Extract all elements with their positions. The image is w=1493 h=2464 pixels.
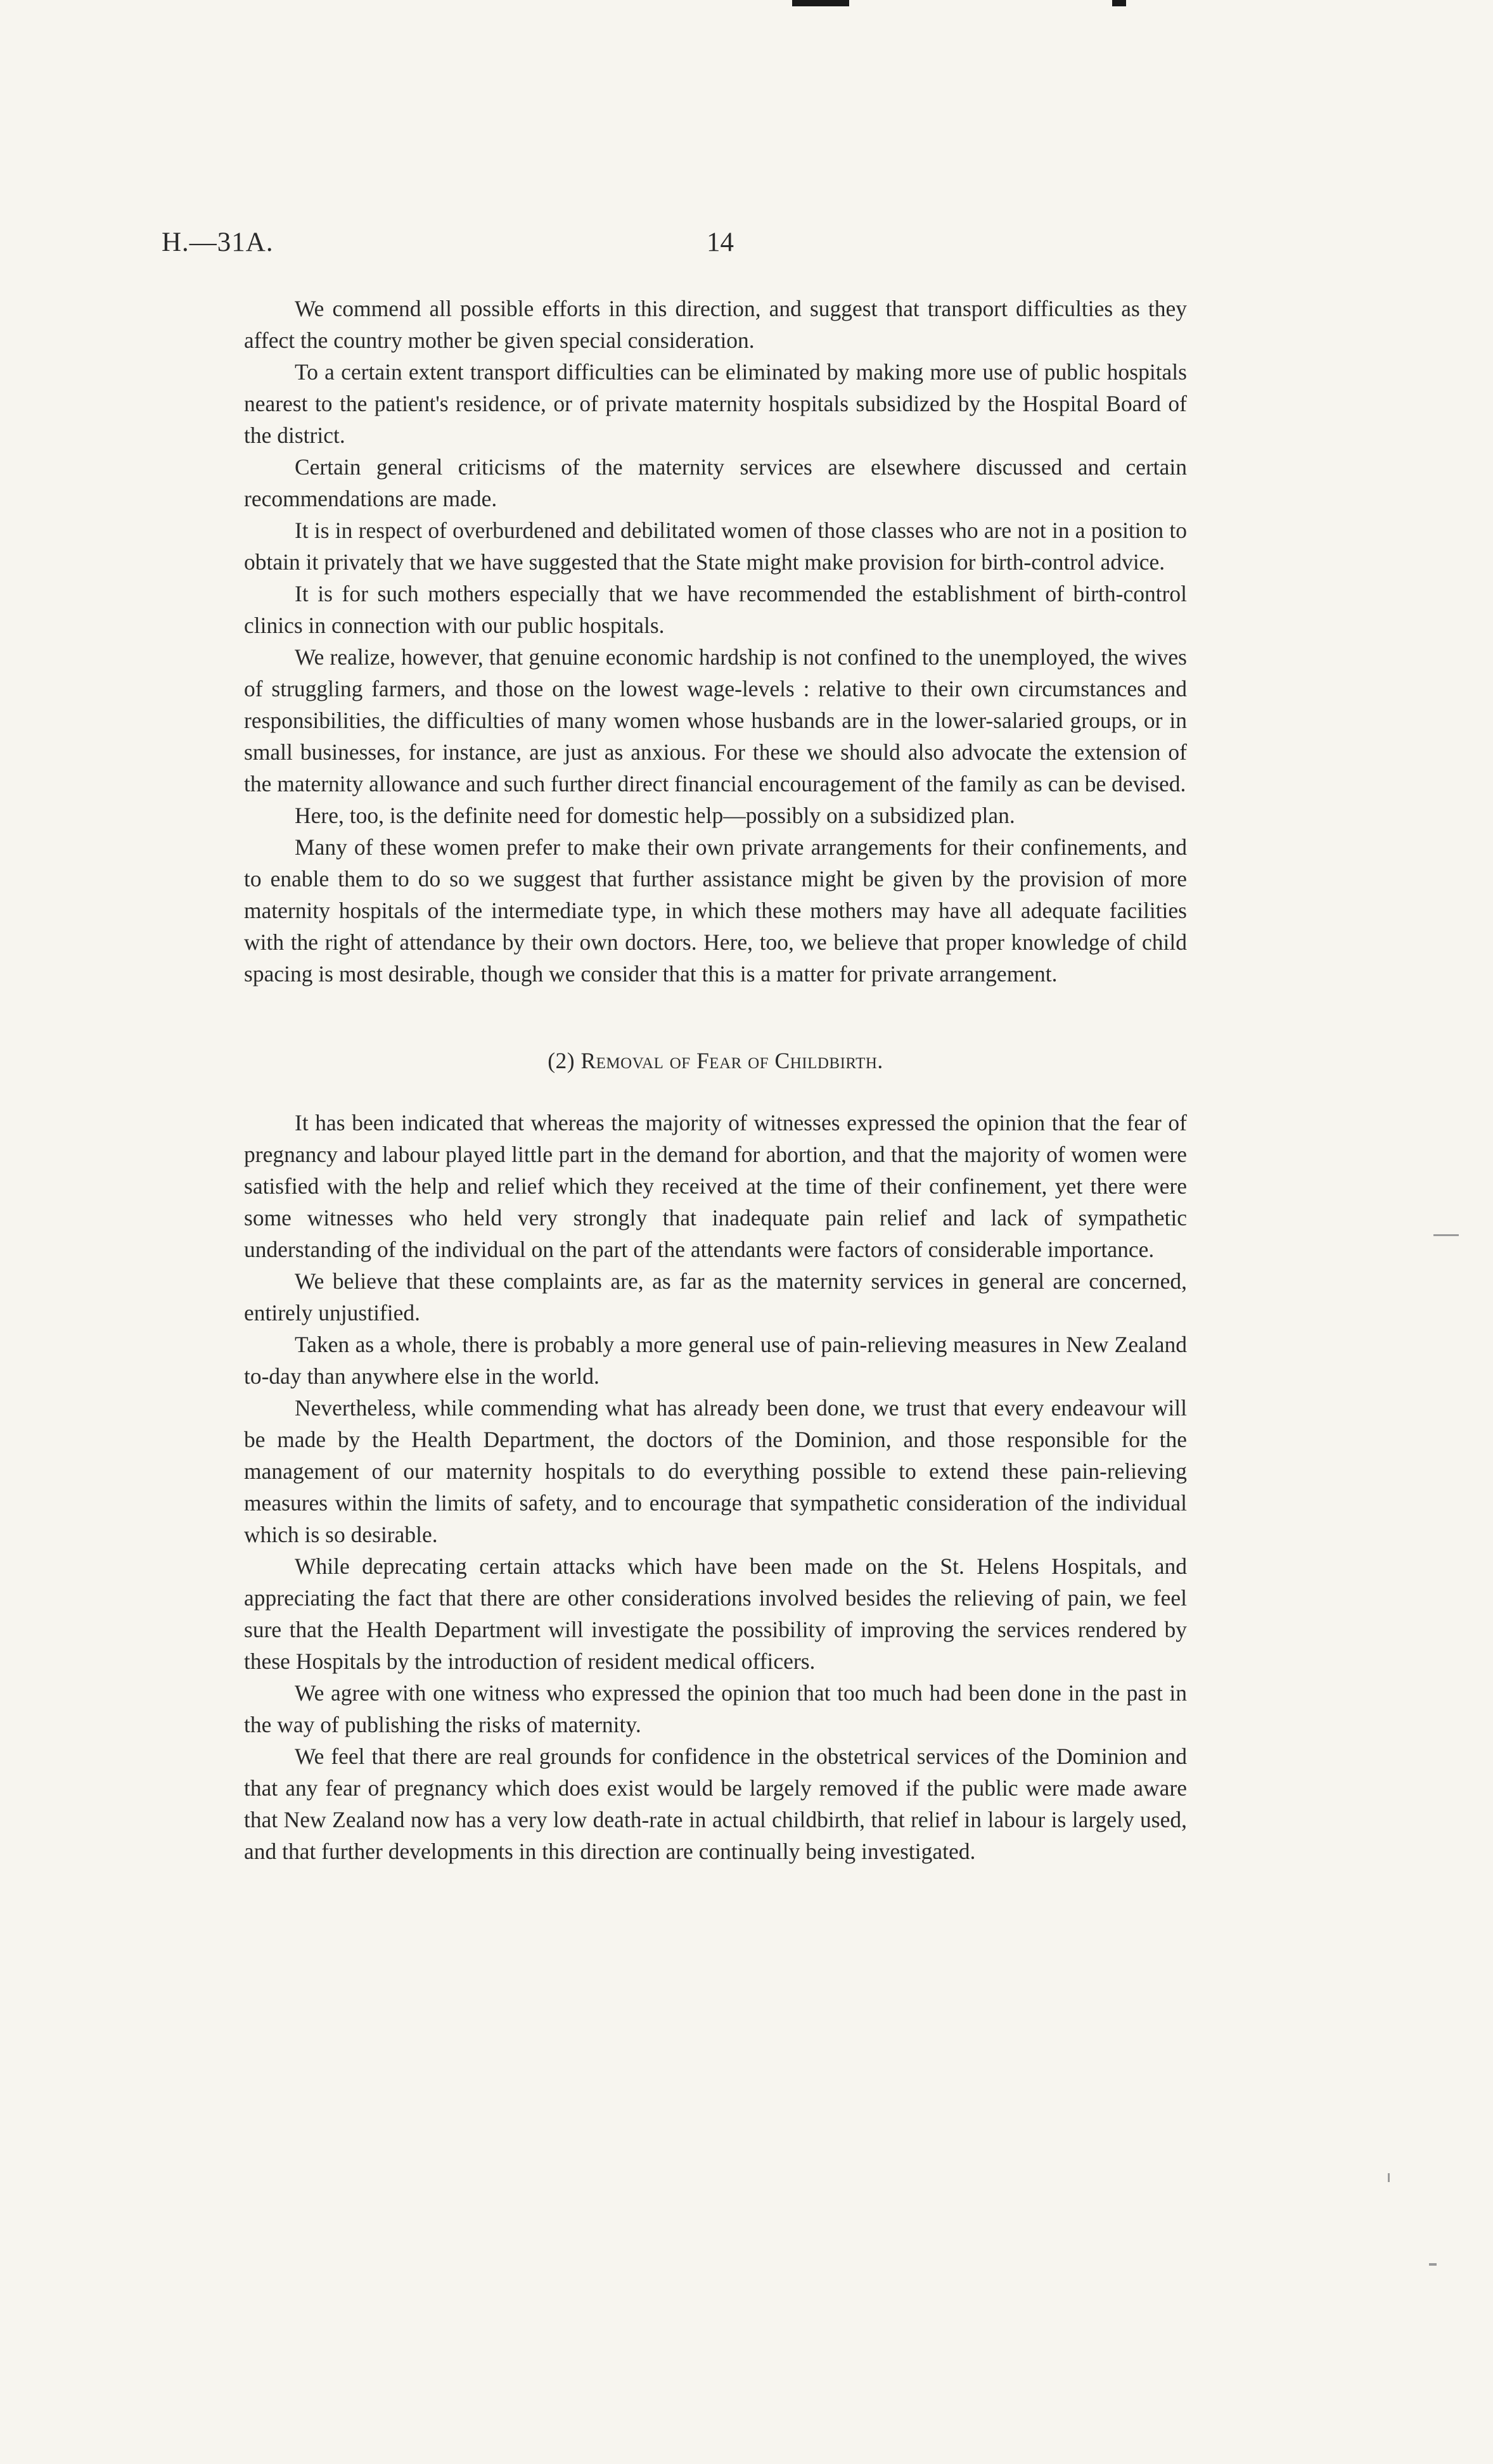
paragraph: We believe that these complaints are, as far as the maternity services in general are concerned, entirely unjustified. [244,1268,1187,1325]
section-heading: (2) Removal of Fear of Childbirth. [548,1048,883,1073]
paragraph: It has been indicated that whereas the majority of witnesses expressed the opinion that the fear of pregnancy and labour played little part in the demand for abortion, and that the majority of women were satisfied with the help and relief which they received at the time of their confinement, yet there were some witnesses who held very strongly that inadequate pain relief and lack of sympathetic understanding of the individual on the part of the attendants were factors of considerable importance. [244,1110,1187,1262]
top-edge-mark [792,0,849,6]
page-header [162,227,1331,265]
scan-speck [1429,2263,1437,2266]
paragraph: To a certain extent transport difficulties can be eliminated by making more use of public hospitals nearest to the patient's residence, or of private maternity hospitals subsidized by the Hospital Board of the district. [244,359,1187,448]
scan-speck [1388,2173,1390,2182]
paragraph: We feel that there are real grounds for confidence in the obstetrical services of the Dominion and that any fear of pregnancy which does exist would be largely removed if the public were made aware that New Zealand now has a very low death-rate in actual childbirth, that relief in labour is largely used, and that further developments in this direction are continually being investigated. [244,1744,1187,1864]
top-edge-mark [1112,0,1126,6]
paragraph: Here, too, is the definite need for domestic help—possibly on a subsidized plan. [295,803,1015,828]
paragraph: Many of these women prefer to make their own private arrangements for their confinements, and to enable them to do so we suggest that further assistance might be given by the provision of more maternity hospitals of the intermediate type, in which these mothers may have all adequate facilities with the right of attendance by their own doctors. Here, too, we believe that proper knowledge of child spacing is most desirable, though we consider that this is a matter for private arrangement. [244,834,1187,986]
page-body [244,293,1187,1867]
paragraph: We commend all possible efforts in this direction, and suggest that transport difficulties as they affect the country mother be given special consideration. [244,296,1187,353]
paragraph: We agree with one witness who expressed the opinion that too much had been done in the past in the way of publishing the risks of maternity. [244,1680,1187,1737]
paragraph: Certain general criticisms of the maternity services are elsewhere discussed and certain recommendations are made. [244,454,1187,511]
scan-speck [1433,1234,1459,1236]
paragraph: Taken as a whole, there is probably a more general use of pain-relieving measures in New Zealand to-day than anywhere else in the world. [244,1332,1187,1389]
paragraph: It is in respect of overburdened and debilitated women of those classes who are not in a position to obtain it privately that we have suggested that the State might make provision for birth-control advice. [244,518,1187,575]
paragraph: We realize, however, that genuine economic hardship is not confined to the unemployed, the wives of struggling farmers, and those on the lowest wage-levels : relative to their own circumstances and responsibilities, the difficulties of many women whose husbands are in the lower-salaried groups, or in small businesses, for instance, are just as anxious. For these we should also advocate the extension of the maternity allowance and such further direct financial encouragement of the family as can be devised. [244,644,1187,796]
paragraph: It is for such mothers especially that we have recommended the establishment of birth-control clinics in connection with our public hospitals. [244,581,1187,638]
document-reference: H.—31A. [162,227,274,257]
paragraph: Nevertheless, while commending what has already been done, we trust that every endeavour will be made by the Health Department, the doctors of the Dominion, and those responsible for the management of our maternity hospitals to do everything possible to extend these pain-relieving measures within the limits of safety, and to encourage that sympathetic consideration of the individual which is so desirable. [244,1395,1187,1547]
paragraph: While deprecating certain attacks which have been made on the St. Helens Hospitals, and appreciating the fact that there are other considerations involved besides the relieving of pain, we feel sure that the Health Department will investigate the possibility of improving the services rendered by these Hospitals by the introduction of resident medical officers. [244,1554,1187,1674]
page-number: 14 [707,227,734,257]
